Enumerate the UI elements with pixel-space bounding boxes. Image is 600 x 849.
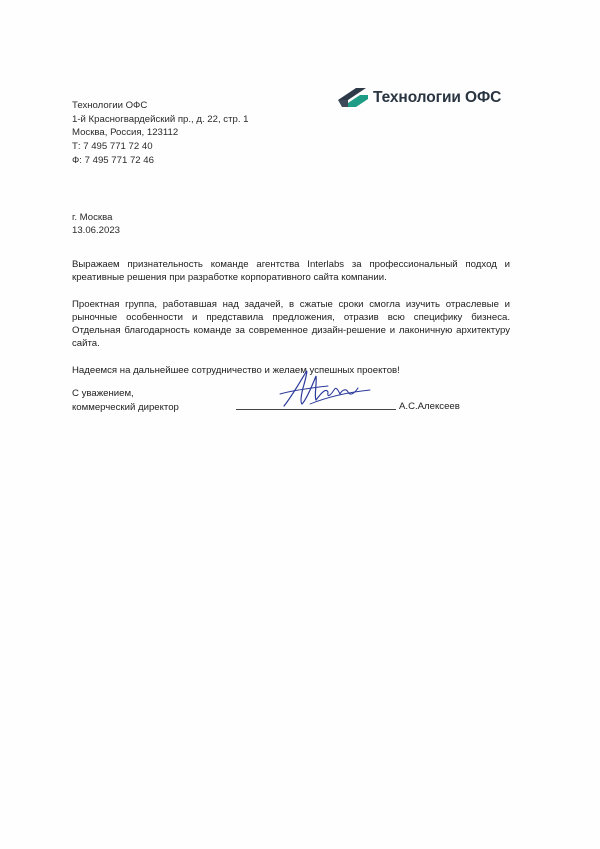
closing-block [72, 387, 179, 414]
body-paragraph-2: Проектная группа, работавшая над задачей, в сжатые сроки смогла изучить отраслевые и рыночные особенности и представила предложения, отразив всю специфику бизнеса. Отдельная благодарность команде за современное дизайн-решение и лаконичную архитектуру сайта. [72, 298, 510, 350]
signer-name: А.С.Алексеев [399, 401, 460, 412]
sender-company: Технологии ОФС [72, 100, 148, 111]
closing-regards: С уважением, [72, 388, 134, 399]
body-paragraph-1: Выражаем признательность команде агентства Interlabs за профессиональный подход и креативные решения при разработке корпоративного сайта компании. [72, 259, 510, 284]
body-paragraph-3: Надеемся на дальнейшее сотрудничество и желаем успешных проектов! [72, 364, 400, 376]
sender-city: Москва, Россия, 123112 [72, 127, 179, 139]
company-logo [336, 82, 536, 114]
sender-block [72, 99, 249, 168]
place-date-block [72, 211, 120, 237]
handwritten-signature [270, 366, 380, 412]
sender-fax: Ф: 7 495 771 72 46 [72, 154, 154, 166]
place-city: г. Москва [72, 212, 113, 223]
sender-address: 1-й Красногвардейский пр., д. 22, стр. 1 [72, 113, 249, 125]
sender-phone: Т: 7 495 771 72 40 [72, 141, 153, 153]
signature-line [236, 409, 396, 410]
ofs-logo-mark-icon [336, 84, 370, 110]
closing-position: коммерческий директор [72, 401, 179, 413]
logo-text: Технологии ОФС [373, 89, 502, 106]
letter-date: 13.06.2023 [72, 225, 121, 236]
